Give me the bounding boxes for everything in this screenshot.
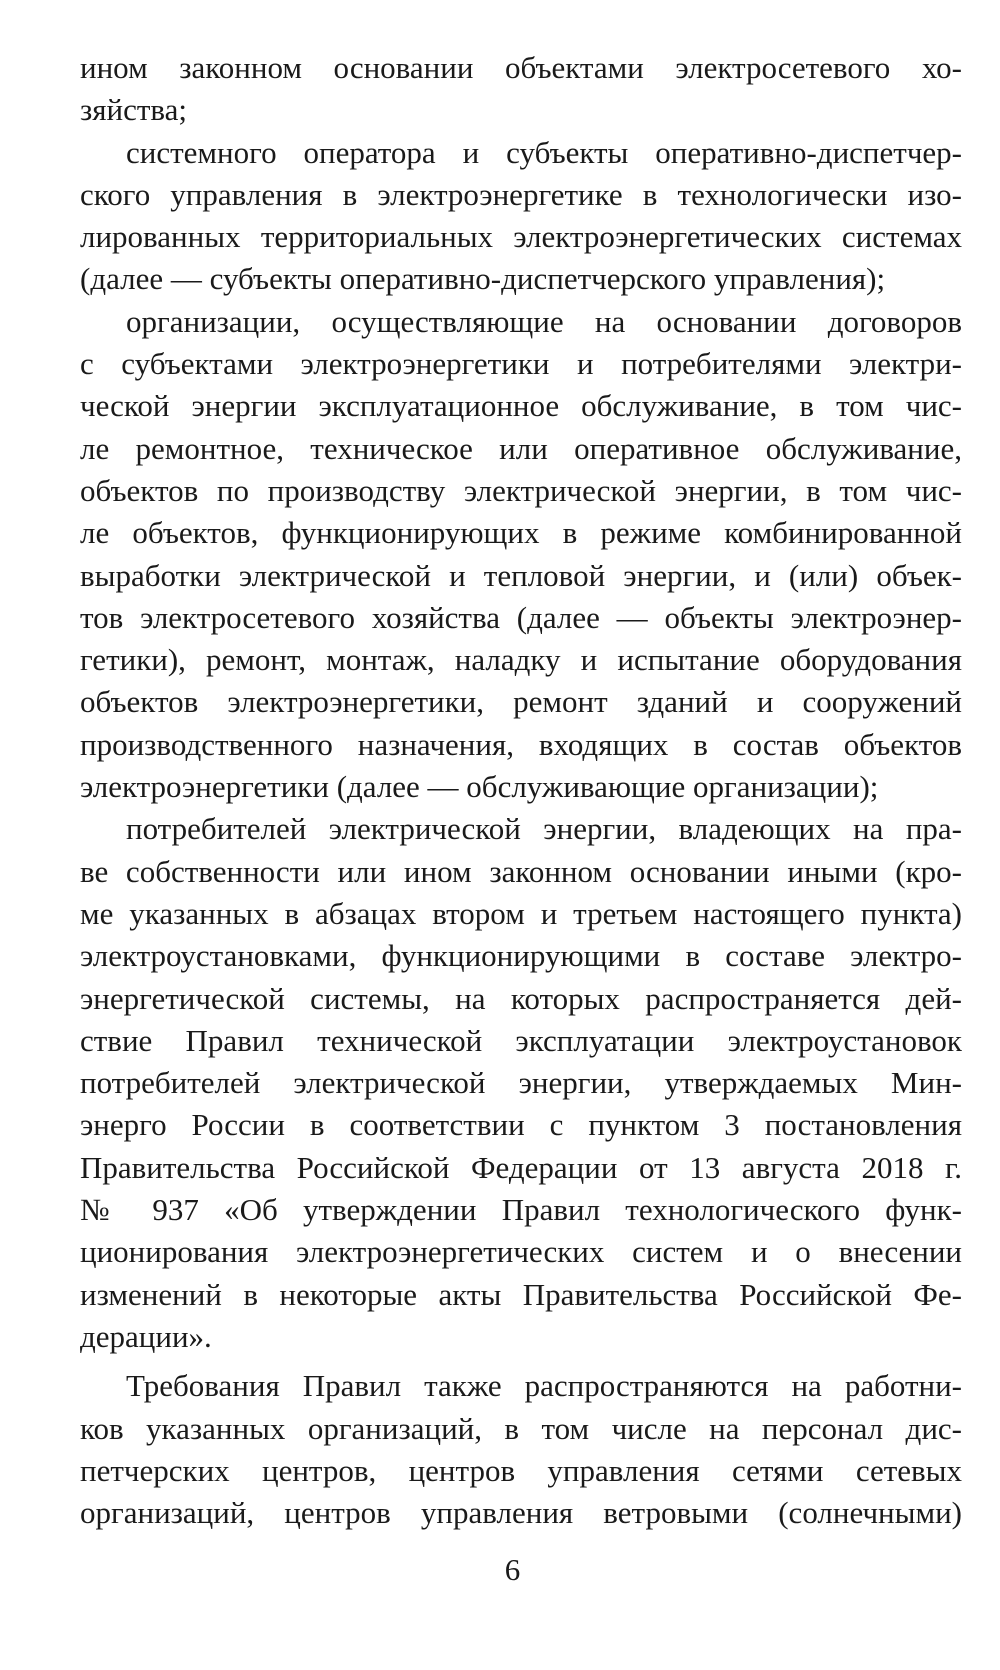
text-line: потребителей электрической энергии, утверждаемых Мин-: [80, 1065, 962, 1101]
paragraph-requirements: [80, 1365, 962, 1534]
text-line: организаций, центров управления ветровыми (солнечными): [80, 1495, 962, 1531]
text-line: зяйства;: [80, 92, 188, 128]
text-line: ского управления в электроэнергетике в технологически изо-: [80, 176, 962, 212]
text-line: ков указанных организаций, в том числе на персонал дис-: [80, 1410, 962, 1446]
text-line: ме указанных в абзацах втором и третьем настоящего пункта): [80, 895, 962, 931]
text-line: энергетической системы, на которых распространяется дей-: [80, 980, 962, 1016]
text-line: производственного назначения, входящих в состав объектов: [80, 726, 962, 762]
text-line: ле ремонтное, техническое или оперативное обслуживание,: [80, 430, 962, 466]
text-line: № 937 «Об утверждении Правил технологического функ-: [80, 1192, 962, 1228]
paragraph-service-organizations: [80, 301, 962, 809]
text-line: ческой энергии эксплуатационное обслуживание, в том чис-: [80, 388, 962, 424]
text-line: изменений в некоторые акты Правительства Российской Фе-: [80, 1276, 962, 1312]
paragraph-system-operator: [80, 132, 962, 301]
document-page: [80, 47, 962, 1534]
text-line: выработки электрической и тепловой энергии, и (или) объек-: [80, 557, 962, 593]
text-line: Требования Правил также распространяются на работни-: [126, 1368, 962, 1404]
text-line: с субъектами электроэнергетики и потребителями электри-: [80, 346, 962, 382]
text-line: ционирования электроэнергетических систем и о внесении: [80, 1234, 962, 1270]
text-line: гетики), ремонт, монтаж, наладку и испытание оборудования: [80, 642, 962, 678]
text-line: объектов по производству электрической энергии, в том чис-: [80, 472, 962, 508]
text-line: Правительства Российской Федерации от 13 августа 2018 г.: [80, 1149, 962, 1185]
text-line: ве собственности или ином законном основании иными (кро-: [80, 853, 962, 889]
text-line: потребителей электрической энергии, владеющих на пра-: [126, 811, 962, 847]
paragraph-consumers: [80, 808, 962, 1358]
text-line: тов электросетевого хозяйства (далее — объекты электроэнер-: [80, 599, 962, 635]
text-line: дерации».: [80, 1318, 212, 1354]
text-line: ле объектов, функционирующих в режиме комбинированной: [80, 515, 962, 551]
page-number: 6: [504, 1552, 521, 1587]
text-line: ином законном основании объектами электросетевого хо-: [80, 50, 962, 85]
paragraph-continuation: [80, 47, 962, 132]
text-line: электроустановками, функционирующими в составе электро-: [80, 938, 962, 974]
text-line: (далее — субъекты оперативно-диспетчерского управления);: [80, 261, 886, 297]
text-line: ствие Правил технической эксплуатации электроустановок: [80, 1022, 962, 1058]
text-line: лированных территориальных электроэнергетических системах: [80, 219, 962, 255]
text-line: организации, осуществляющие на основании договоров: [126, 303, 962, 339]
text-line: электроэнергетики (далее — обслуживающие организации);: [80, 769, 879, 805]
paragraph-spacing: [80, 1358, 962, 1365]
text-line: системного оператора и субъекты оперативно-диспетчер-: [126, 134, 962, 170]
text-line: энерго России в соответствии с пунктом 3 постановления: [80, 1107, 962, 1143]
text-line: объектов электроэнергетики, ремонт зданий и сооружений: [80, 684, 962, 720]
text-line: петчерских центров, центров управления сетями сетевых: [80, 1452, 962, 1488]
